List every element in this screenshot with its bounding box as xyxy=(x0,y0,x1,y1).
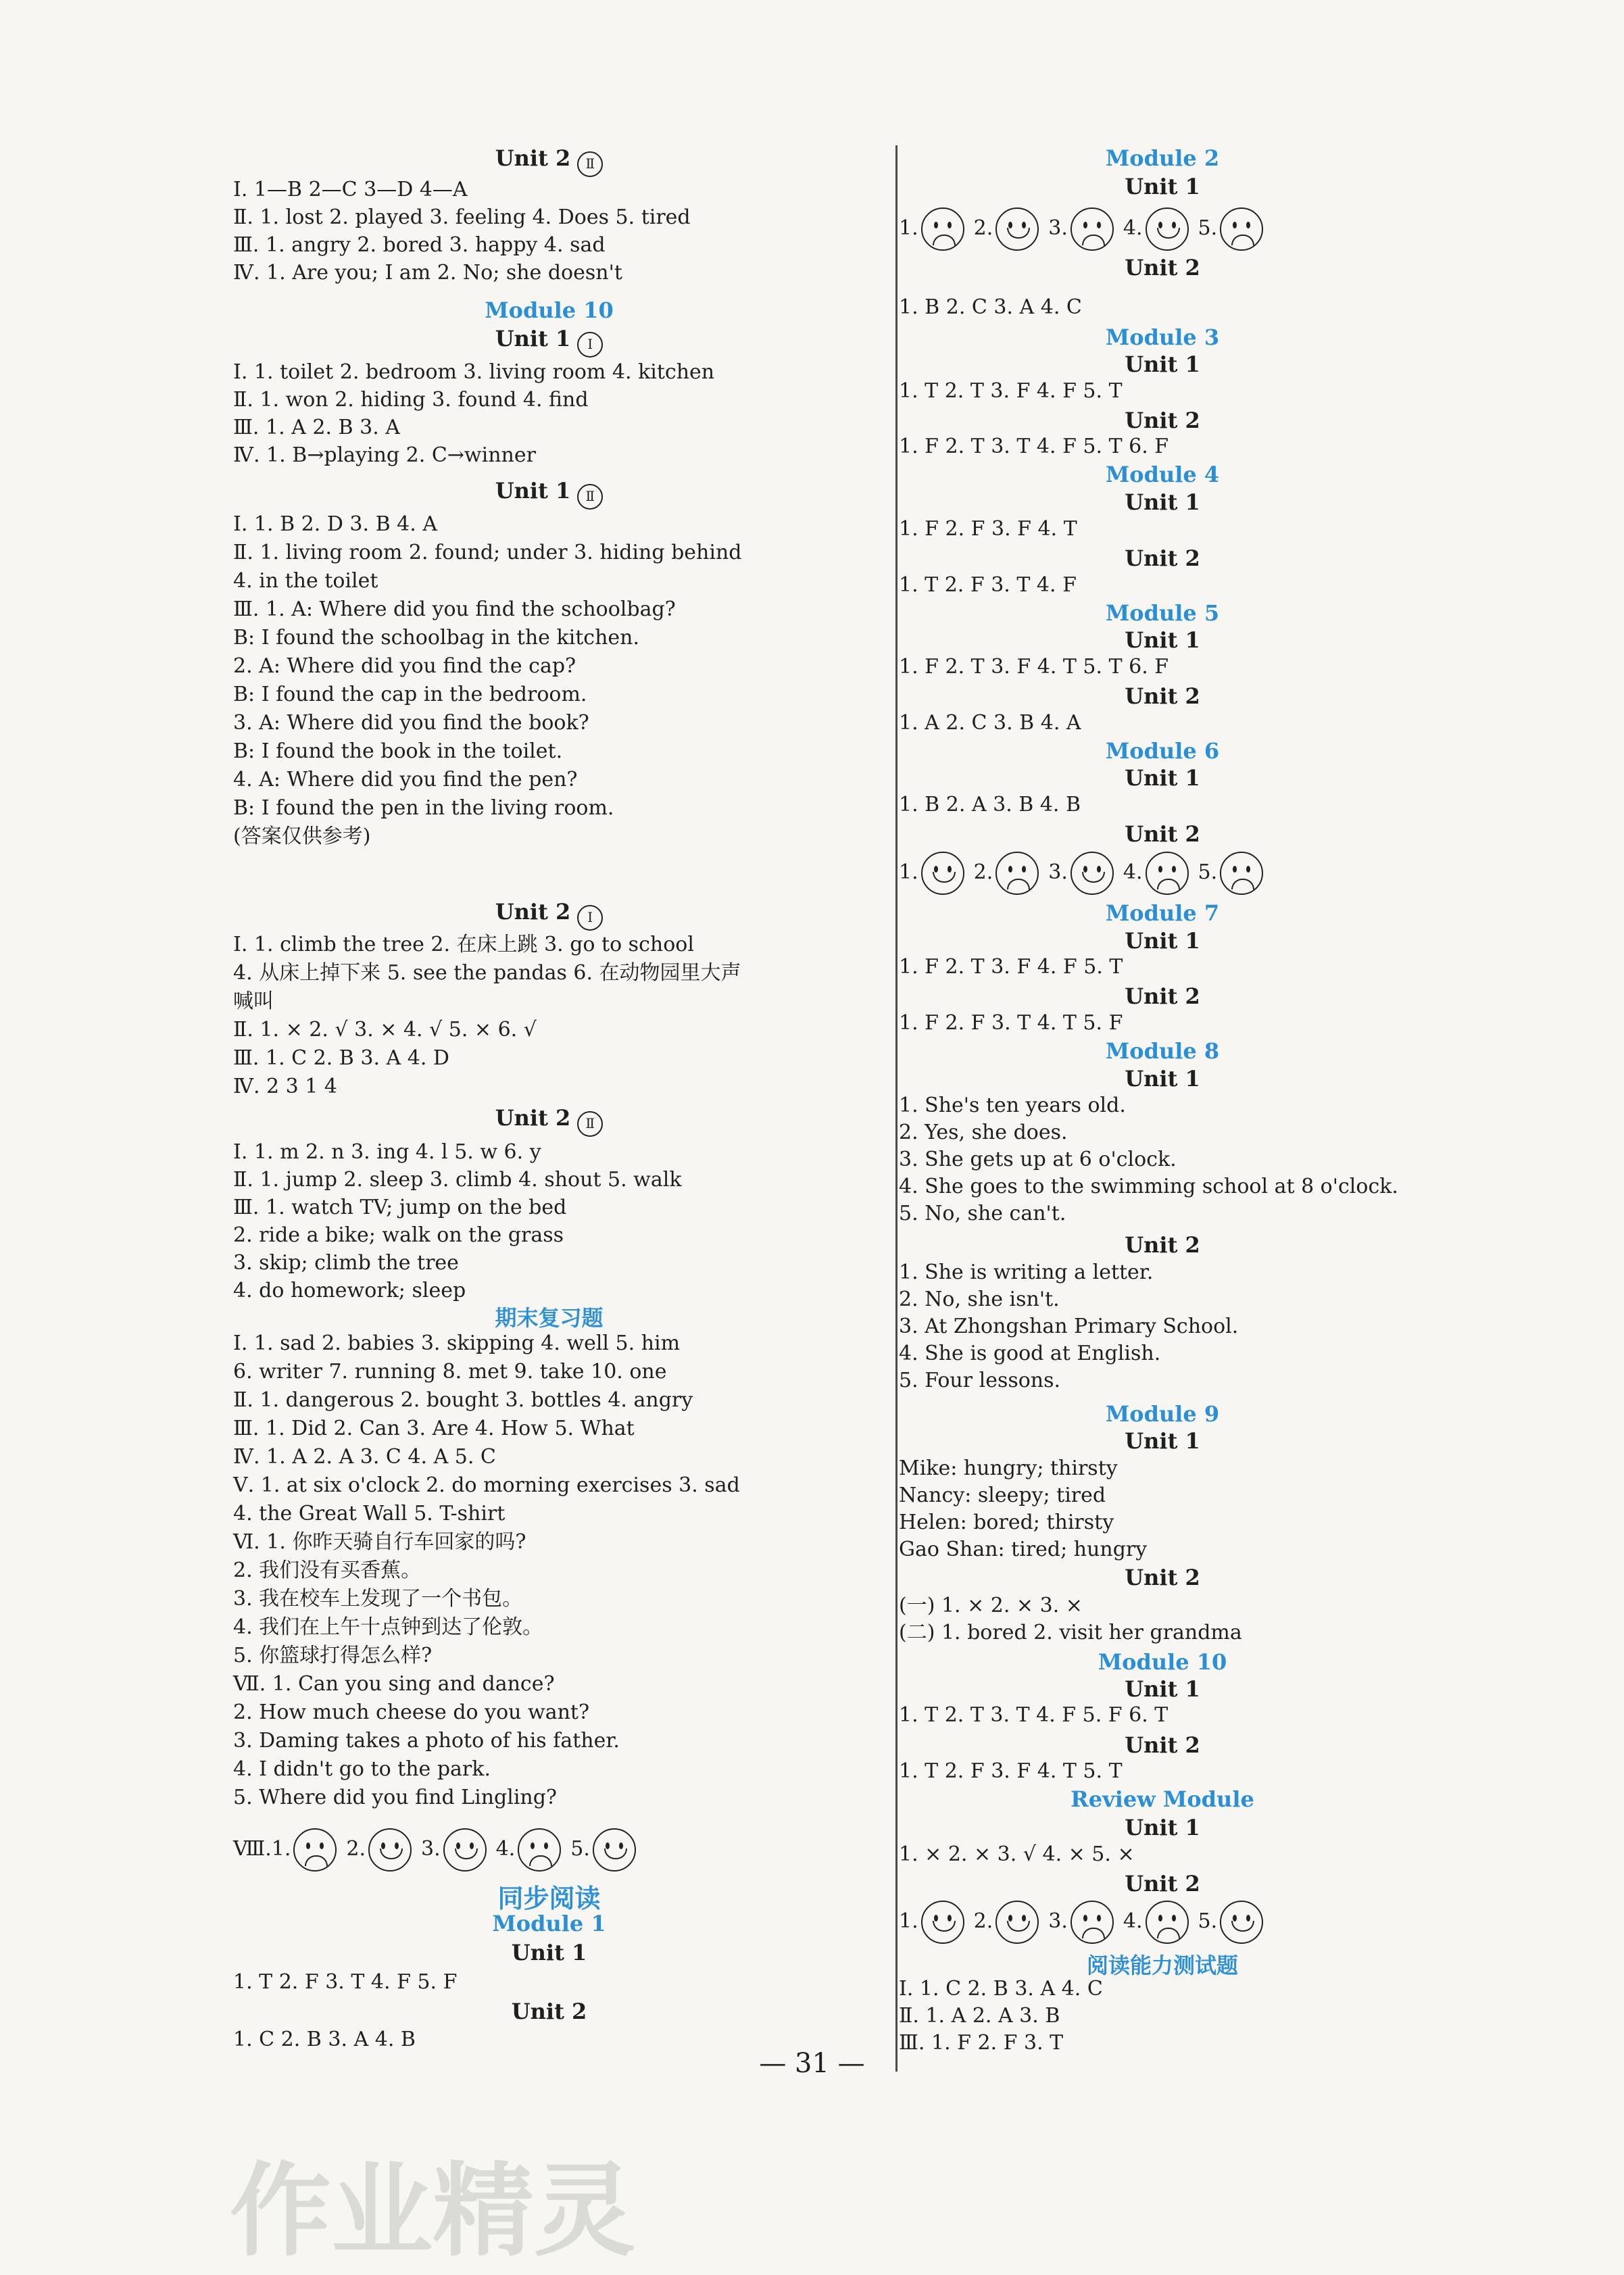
item-number: 1. xyxy=(899,216,918,240)
answer-line: 1. F 2. F 3. F 4. T xyxy=(899,517,1077,541)
question-label: Ⅷ. xyxy=(233,1837,272,1861)
answer-line: Ⅲ. 1. A 2. B 3. A xyxy=(233,416,400,439)
section-heading: Unit 2 xyxy=(1125,683,1200,709)
item-number: 1. xyxy=(271,1837,291,1861)
item-number: 3. xyxy=(421,1837,441,1861)
answer-line: 2. 我们没有买香蕉。 xyxy=(233,1559,422,1582)
answer-line: Mike: hungry; thirsty xyxy=(899,1457,1118,1480)
sad-face-icon xyxy=(1071,1901,1114,1944)
answer-line: Ⅰ. 1—B 2—C 3—D 4—A xyxy=(233,178,468,201)
item-number: 2. xyxy=(346,1837,366,1861)
item-number: 1. xyxy=(899,860,918,884)
answer-line: 1. C 2. B 3. A 4. B xyxy=(233,2028,416,2051)
sad-face-icon xyxy=(995,852,1039,895)
happy-face-icon xyxy=(921,1901,964,1944)
happy-face-icon xyxy=(995,207,1039,251)
answer-line: Gao Shan: tired; hungry xyxy=(899,1538,1148,1561)
sad-face-icon xyxy=(1071,207,1114,251)
section-heading: Unit 2 Ⅰ xyxy=(233,899,865,931)
module-heading: Module 4 xyxy=(1105,462,1220,487)
sad-face-icon xyxy=(1146,1901,1189,1944)
section-heading: Unit 2 xyxy=(1125,255,1200,280)
answer-line: 1. T 2. T 3. F 4. F 5. T xyxy=(899,379,1123,403)
answer-line: 1. B 2. A 3. B 4. B xyxy=(899,793,1081,816)
answer-line: 2. ride a bike; walk on the grass xyxy=(233,1223,564,1247)
answer-line: Ⅶ. 1. Can you sing and dance? xyxy=(233,1672,555,1696)
answer-line: 1. A 2. C 3. B 4. A xyxy=(899,711,1081,735)
item-number: 3. xyxy=(1048,860,1068,884)
item-number: 2. xyxy=(973,216,993,240)
faces-row xyxy=(899,1901,1273,1944)
happy-face-icon xyxy=(593,1828,636,1872)
section-heading: Unit 1 xyxy=(1125,1815,1200,1840)
answer-line: Ⅳ. 1. Are you; I am 2. No; she doesn't xyxy=(233,261,622,285)
answer-line: 3. Daming takes a photo of his father. xyxy=(233,1729,620,1753)
section-heading: Unit 1 xyxy=(511,1940,587,1965)
answer-line: 2. Yes, she does. xyxy=(899,1121,1068,1144)
section-heading: Unit 1 xyxy=(1125,489,1200,515)
section-heading: Unit 2 xyxy=(1125,1871,1200,1897)
section-heading: Unit 1 xyxy=(1125,1066,1200,1092)
answer-line: Ⅲ. 1. F 2. F 3. T xyxy=(899,2031,1064,2055)
answer-line: Ⅵ. 1. 你昨天骑自行车回家的吗? xyxy=(233,1530,526,1554)
answer-line: 1. F 2. T 3. F 4. T 5. T 6. F xyxy=(899,655,1169,679)
answer-line: 4. I didn't go to the park. xyxy=(233,1757,491,1781)
answer-line: 5. 你篮球打得怎么样? xyxy=(233,1644,433,1667)
answer-line: 4. She is good at English. xyxy=(899,1342,1161,1365)
final-review-heading: 期末复习题 xyxy=(495,1305,604,1331)
answer-line: Ⅱ. 1. A 2. A 3. B xyxy=(899,2004,1060,2028)
section-heading: Unit 2 xyxy=(1125,545,1200,571)
section-heading: Unit 1 xyxy=(1125,174,1200,199)
section-heading: Unit 1 Ⅱ xyxy=(233,478,865,510)
answer-line: Ⅲ. 1. A: Where did you find the schoolbag? xyxy=(233,597,676,621)
item-number: 2. xyxy=(973,860,993,884)
answer-line: 1. T 2. T 3. T 4. F 5. F 6. T xyxy=(899,1703,1168,1727)
answer-line: 1. B 2. C 3. A 4. C xyxy=(899,295,1082,319)
item-number: 5. xyxy=(1198,216,1218,240)
answer-line: 1. T 2. F 3. F 4. T 5. T xyxy=(899,1759,1123,1783)
section-heading: Unit 1 xyxy=(1125,928,1200,954)
answer-line: 4. do homework; sleep xyxy=(233,1279,466,1302)
section-heading: Unit 2 xyxy=(1125,821,1200,847)
sad-face-icon xyxy=(1220,207,1263,251)
item-number: 3. xyxy=(1048,216,1068,240)
item-number: 4. xyxy=(1123,1909,1143,1933)
item-number: 4. xyxy=(1123,216,1143,240)
faces-row xyxy=(899,852,1273,895)
module-heading: Module 5 xyxy=(1105,600,1220,626)
faces-row xyxy=(899,207,1273,251)
answer-line: 3. At Zhongshan Primary School. xyxy=(899,1315,1239,1338)
answer-line: 5. Four lessons. xyxy=(899,1369,1061,1392)
sad-face-icon xyxy=(518,1828,561,1872)
section-heading: Unit 1 xyxy=(1125,765,1200,791)
answer-line: 4. the Great Wall 5. T-shirt xyxy=(233,1502,506,1525)
happy-face-icon xyxy=(1146,207,1189,251)
answer-line: 1. T 2. F 3. T 4. F xyxy=(899,573,1077,597)
module-heading: Module 2 xyxy=(1105,145,1220,171)
answer-line: 1. F 2. F 3. T 4. T 5. F xyxy=(899,1011,1123,1035)
answer-line: 1. F 2. T 3. F 4. F 5. T xyxy=(899,955,1123,979)
item-number: 4. xyxy=(495,1837,516,1861)
module-heading: Module 6 xyxy=(1105,738,1220,764)
answer-line: 3. She gets up at 6 o'clock. xyxy=(899,1148,1177,1171)
item-number: 3. xyxy=(1048,1909,1068,1933)
answer-line: Ⅲ. 1. angry 2. bored 3. happy 4. sad xyxy=(233,233,606,257)
sad-face-icon xyxy=(1146,852,1189,895)
module-heading: Module 10 xyxy=(1098,1649,1227,1675)
section-heading: Unit 1 xyxy=(1125,1428,1200,1454)
module-heading: Review Module xyxy=(1071,1786,1254,1812)
answer-line: 2. No, she isn't. xyxy=(899,1288,1060,1311)
answer-line: 4. in the toilet xyxy=(233,569,378,593)
answer-line: 1. She is writing a letter. xyxy=(899,1261,1154,1284)
answer-line: 1. She's ten years old. xyxy=(899,1094,1126,1117)
happy-face-icon xyxy=(443,1828,487,1872)
module-heading: Module 3 xyxy=(1105,324,1220,350)
answer-line: Ⅲ. 1. watch TV; jump on the bed xyxy=(233,1196,567,1219)
answer-line: 4. A: Where did you find the pen? xyxy=(233,768,578,791)
module-heading: Module 8 xyxy=(1105,1038,1220,1064)
section-heading: Unit 2 xyxy=(1125,408,1200,433)
column-divider xyxy=(895,145,897,2072)
answer-line: 5. No, she can't. xyxy=(899,1202,1066,1225)
answer-line: Ⅰ. 1. m 2. n 3. ing 4. l 5. w 6. y xyxy=(233,1140,541,1164)
answer-line: Ⅴ. 1. at six o'clock 2. do morning exercises 3. sad xyxy=(233,1473,740,1497)
item-number: 4. xyxy=(1123,860,1143,884)
item-number: 5. xyxy=(570,1837,590,1861)
answer-line: Ⅱ. 1. lost 2. played 3. feeling 4. Does 5. tired xyxy=(233,205,691,229)
answer-line: Ⅳ. 1. A 2. A 3. C 4. A 5. C xyxy=(233,1445,496,1469)
sync-reading-heading: 同步阅读 xyxy=(497,1883,601,1913)
module-heading: Module 9 xyxy=(1105,1401,1220,1427)
answer-line: 1. × 2. × 3. √ 4. × 5. × xyxy=(899,1842,1135,1866)
answer-line: (一) 1. × 2. × 3. × xyxy=(899,1594,1083,1617)
answer-line: 6. writer 7. running 8. met 9. take 10. one xyxy=(233,1360,667,1384)
section-heading: Unit 2 xyxy=(511,1999,587,2024)
answer-line: Nancy: sleepy; tired xyxy=(899,1484,1106,1507)
happy-face-icon xyxy=(1220,1901,1263,1944)
answer-line: Ⅲ. 1. C 2. B 3. A 4. D xyxy=(233,1046,449,1070)
watermark-logo: 作业精灵 xyxy=(230,2153,636,2270)
item-number: 2. xyxy=(973,1909,993,1933)
answer-line: B: I found the pen in the living room. xyxy=(233,796,614,820)
happy-face-icon xyxy=(995,1901,1039,1944)
sad-face-icon xyxy=(1220,852,1263,895)
answer-line: Ⅰ. 1. sad 2. babies 3. skipping 4. well 5. him xyxy=(233,1331,681,1355)
answer-line: Ⅱ. 1. living room 2. found; under 3. hiding behind xyxy=(233,541,742,564)
section-heading: Unit 2 xyxy=(1125,1565,1200,1590)
answer-line: B: I found the schoolbag in the kitchen. xyxy=(233,626,640,650)
faces-row xyxy=(233,1828,645,1872)
section-heading: Unit 2 xyxy=(1125,983,1200,1009)
module-heading: Module 10 xyxy=(485,297,614,323)
answer-line: 2. A: Where did you find the cap? xyxy=(233,654,576,678)
answer-line: Ⅱ. 1. jump 2. sleep 3. climb 4. shout 5. walk xyxy=(233,1168,682,1192)
section-heading: Unit 2 Ⅱ xyxy=(233,145,865,177)
answer-line: B: I found the book in the toilet. xyxy=(233,739,563,763)
answer-line: 2. How much cheese do you want? xyxy=(233,1701,590,1724)
module-heading: Module 1 xyxy=(492,1911,606,1936)
answer-line: 5. Where did you find Lingling? xyxy=(233,1786,558,1809)
happy-face-icon xyxy=(921,852,964,895)
answer-line: B: I found the cap in the bedroom. xyxy=(233,683,587,706)
section-heading: Unit 1 Ⅰ xyxy=(233,326,865,358)
answer-line: Ⅰ. 1. C 2. B 3. A 4. C xyxy=(899,1977,1103,2001)
section-heading: Unit 1 xyxy=(1125,1676,1200,1702)
answer-line: 1. F 2. T 3. T 4. F 5. T 6. F xyxy=(899,435,1169,458)
answer-line: Helen: bored; thirsty xyxy=(899,1511,1114,1534)
reading-test-heading: 阅读能力测试题 xyxy=(1086,1953,1238,1978)
section-heading: Unit 2 xyxy=(1125,1732,1200,1758)
page-number: — 31 — xyxy=(759,2048,865,2079)
item-number: 5. xyxy=(1198,860,1218,884)
sad-face-icon xyxy=(293,1828,337,1872)
answer-line: Ⅳ. 1. B→playing 2. C→winner xyxy=(233,443,536,467)
section-heading: Unit 2 Ⅱ xyxy=(233,1105,865,1137)
answer-line: Ⅰ. 1. toilet 2. bedroom 3. living room 4. kitchen xyxy=(233,360,715,384)
item-number: 5. xyxy=(1198,1909,1218,1933)
answer-line: Ⅱ. 1. dangerous 2. bought 3. bottles 4. angry xyxy=(233,1388,693,1412)
answer-line: Ⅳ. 2 3 1 4 xyxy=(233,1075,337,1098)
answer-line: Ⅱ. 1. × 2. √ 3. × 4. √ 5. × 6. √ xyxy=(233,1018,537,1042)
answer-line: (二) 1. bored 2. visit her grandma xyxy=(899,1621,1242,1644)
section-heading: Unit 1 xyxy=(1125,627,1200,653)
section-heading: Unit 1 xyxy=(1125,351,1200,377)
answer-line: Ⅲ. 1. Did 2. Can 3. Are 4. How 5. What xyxy=(233,1417,635,1440)
answer-line: 3. skip; climb the tree xyxy=(233,1251,459,1275)
answer-line: 3. A: Where did you find the book? xyxy=(233,711,589,735)
answer-line: 3. 我在校车上发现了一个书包。 xyxy=(233,1587,523,1611)
module-heading: Module 7 xyxy=(1105,900,1220,926)
answer-line: Ⅱ. 1. won 2. hiding 3. found 4. find xyxy=(233,388,589,412)
answer-line: 4. 我们在上午十点钟到达了伦敦。 xyxy=(233,1615,543,1639)
answer-line: 1. T 2. F 3. T 4. F 5. F xyxy=(233,1970,458,1994)
answer-line: Ⅰ. 1. B 2. D 3. B 4. A xyxy=(233,512,437,536)
answer-line: 4. 从床上掉下来 5. see the pandas 6. 在动物园里大声 xyxy=(233,961,741,985)
answer-line: 喊叫 xyxy=(233,989,274,1013)
sad-face-icon xyxy=(921,207,964,251)
happy-face-icon xyxy=(1071,852,1114,895)
item-number: 1. xyxy=(899,1909,918,1933)
section-heading: Unit 2 xyxy=(1125,1232,1200,1258)
answer-line: Ⅰ. 1. climb the tree 2. 在床上跳 3. go to school xyxy=(233,933,694,956)
answer-line: (答案仅供参考) xyxy=(233,825,371,848)
answer-line: 4. She goes to the swimming school at 8 o'clock. xyxy=(899,1175,1398,1198)
happy-face-icon xyxy=(368,1828,412,1872)
